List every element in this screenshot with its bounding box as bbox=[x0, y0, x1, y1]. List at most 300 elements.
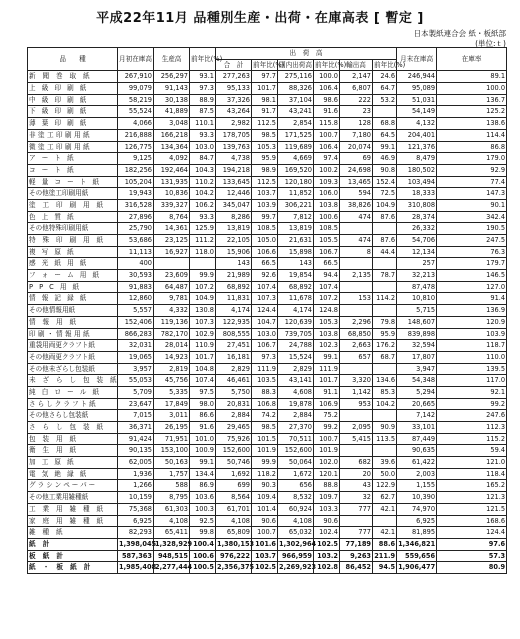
row-value: 124.4 bbox=[437, 527, 507, 539]
row-value: 46.9 bbox=[373, 153, 397, 165]
row-value: 15,524 bbox=[278, 351, 314, 363]
row-value: 99.8 bbox=[190, 527, 216, 539]
row-value: 125.2 bbox=[437, 106, 507, 118]
row-value: 120,180 bbox=[278, 176, 314, 188]
row-value: 115.2 bbox=[437, 433, 507, 445]
row-value: 148,607 bbox=[397, 316, 437, 328]
row-label: その他特殊印刷用紙 bbox=[28, 223, 118, 235]
row-value: 342.4 bbox=[437, 211, 507, 223]
row-value: 176.2 bbox=[373, 340, 397, 352]
row-value: 2,884 bbox=[278, 410, 314, 422]
row-value: 112.5 bbox=[252, 118, 278, 130]
row-value: 2,147 bbox=[340, 71, 373, 83]
row-value: 13,819 bbox=[278, 223, 314, 235]
table-row bbox=[28, 550, 507, 562]
row-value: 474 bbox=[340, 235, 373, 247]
table-row bbox=[28, 398, 507, 410]
row-value: 2,296 bbox=[340, 316, 373, 328]
row-value: 19,854 bbox=[278, 270, 314, 282]
row-value: 101.7 bbox=[314, 375, 340, 387]
row-value: 30,138 bbox=[154, 94, 190, 106]
row-value: 190.5 bbox=[437, 223, 507, 235]
row-value: 247.5 bbox=[437, 235, 507, 247]
row-value: 19,878 bbox=[278, 398, 314, 410]
row-value: 99.1 bbox=[373, 141, 397, 153]
row-value: 2,095 bbox=[340, 422, 373, 434]
row-value: 1,906,477 bbox=[397, 562, 437, 574]
row-value bbox=[373, 281, 397, 293]
row-value: 120,639 bbox=[278, 316, 314, 328]
table-row bbox=[28, 106, 507, 118]
table-row bbox=[28, 422, 507, 434]
row-value: 4,608 bbox=[278, 386, 314, 398]
row-value: 86.8 bbox=[437, 141, 507, 153]
row-value: 104.9 bbox=[190, 293, 216, 305]
row-value: 5,709 bbox=[118, 386, 154, 398]
row-value: 76.3 bbox=[437, 246, 507, 258]
row-value: 100.2 bbox=[314, 164, 340, 176]
row-value: 64.5 bbox=[373, 129, 397, 141]
row-value: 110.9 bbox=[190, 340, 216, 352]
table-row bbox=[28, 118, 507, 130]
row-value: 99.7 bbox=[252, 211, 278, 223]
row-value: 16,181 bbox=[216, 351, 252, 363]
row-value: 179.0 bbox=[437, 153, 507, 165]
row-value: 90.8 bbox=[373, 164, 397, 176]
row-value: 20,831 bbox=[216, 398, 252, 410]
row-label: その他未ざらし包装紙 bbox=[28, 363, 118, 375]
row-value: 102.0 bbox=[314, 457, 340, 469]
row-value: 53,686 bbox=[118, 235, 154, 247]
col-header-shipments: 出 荷 高 bbox=[216, 48, 397, 60]
row-value: 98.5 bbox=[252, 129, 278, 141]
row-value: 101.5 bbox=[252, 433, 278, 445]
row-value: 90,635 bbox=[397, 445, 437, 457]
row-value: 1,398,045 bbox=[118, 538, 154, 550]
row-value: 8,286 bbox=[216, 211, 252, 223]
row-value: 43,264 bbox=[216, 106, 252, 118]
row-value: 94.4 bbox=[314, 270, 340, 282]
row-value: 50.0 bbox=[373, 468, 397, 480]
row-value: 153,100 bbox=[154, 445, 190, 457]
row-value: 131,935 bbox=[154, 176, 190, 188]
row-value: 6,925 bbox=[397, 515, 437, 527]
row-value: 39.6 bbox=[373, 457, 397, 469]
row-value bbox=[154, 258, 190, 270]
row-value: 1,266 bbox=[118, 480, 154, 492]
row-value: 100.7 bbox=[252, 527, 278, 539]
row-value: 43,141 bbox=[278, 375, 314, 387]
row-value: 104.9 bbox=[373, 199, 397, 211]
row-value: 60,924 bbox=[278, 503, 314, 515]
row-value: 100.4 bbox=[190, 538, 216, 550]
table-row bbox=[28, 281, 507, 293]
row-value: 400 bbox=[118, 258, 154, 270]
row-value: 26,332 bbox=[397, 223, 437, 235]
row-value: 128 bbox=[340, 118, 373, 130]
row-value: 12,134 bbox=[397, 246, 437, 258]
row-value: 102.9 bbox=[190, 328, 216, 340]
col-header-item: 品 種 bbox=[28, 48, 118, 71]
row-value: 103.0 bbox=[252, 328, 278, 340]
row-label: 電 気 絶 縁 紙 bbox=[28, 468, 118, 480]
row-value: 24.6 bbox=[373, 71, 397, 83]
row-value: 739,705 bbox=[278, 328, 314, 340]
row-value: 106.4 bbox=[314, 141, 340, 153]
row-value: 117.0 bbox=[437, 375, 507, 387]
row-label: 純 白 ロ ー ル 紙 bbox=[28, 386, 118, 398]
row-value: 93.3 bbox=[190, 211, 216, 223]
row-value: 2,003 bbox=[397, 468, 437, 480]
table-body bbox=[28, 71, 507, 574]
row-value: 216,888 bbox=[118, 129, 154, 141]
row-value: 98.5 bbox=[252, 422, 278, 434]
row-label: 塗 工 印 刷 用 紙 bbox=[28, 199, 118, 211]
row-value: 2,356,375 bbox=[216, 562, 252, 574]
row-value: 588 bbox=[154, 480, 190, 492]
row-value: 51,031 bbox=[397, 94, 437, 106]
row-value: 9,125 bbox=[118, 153, 154, 165]
row-value: 4,669 bbox=[278, 153, 314, 165]
row-value: 104.8 bbox=[190, 363, 216, 375]
row-value: 32,594 bbox=[397, 340, 437, 352]
row-value: 99.1 bbox=[190, 457, 216, 469]
row-value: 21,989 bbox=[216, 270, 252, 282]
row-value: 559,656 bbox=[397, 550, 437, 562]
row-value: 4,738 bbox=[216, 153, 252, 165]
row-label: 板 紙 計 bbox=[28, 550, 118, 562]
row-value: 153 bbox=[340, 293, 373, 305]
row-label: 紙 ・ 板 紙 計 bbox=[28, 562, 118, 574]
row-value: 92.5 bbox=[190, 515, 216, 527]
row-value: 97.6 bbox=[437, 538, 507, 550]
row-value: 84.7 bbox=[190, 153, 216, 165]
row-value: 110.0 bbox=[437, 351, 507, 363]
row-value: 62,005 bbox=[118, 457, 154, 469]
row-value: 122,935 bbox=[216, 316, 252, 328]
row-value: 104.2 bbox=[190, 188, 216, 200]
row-value: 100.9 bbox=[190, 445, 216, 457]
row-value: 310,808 bbox=[397, 199, 437, 211]
row-value: 5,335 bbox=[154, 386, 190, 398]
row-value: 1,672 bbox=[278, 468, 314, 480]
row-value: 152,600 bbox=[216, 445, 252, 457]
row-value: 75.2 bbox=[314, 410, 340, 422]
row-value: 112.3 bbox=[437, 422, 507, 434]
row-value: 866,283 bbox=[118, 328, 154, 340]
row-value: 1,936 bbox=[118, 468, 154, 480]
row-value: 102.8 bbox=[314, 562, 340, 574]
row-label: 情 報 記 録 紙 bbox=[28, 293, 118, 305]
row-value: 98.1 bbox=[252, 94, 278, 106]
row-value: 2,277,444 bbox=[154, 562, 190, 574]
table-row bbox=[28, 433, 507, 445]
row-value: 90.6 bbox=[314, 515, 340, 527]
row-value: 32 bbox=[340, 492, 373, 504]
row-value: 100.0 bbox=[437, 83, 507, 95]
row-value: 68,892 bbox=[278, 281, 314, 293]
row-value: 9,263 bbox=[340, 550, 373, 562]
row-value: 98.0 bbox=[190, 398, 216, 410]
row-value: 85.3 bbox=[373, 386, 397, 398]
row-value: 109.3 bbox=[314, 176, 340, 188]
row-value: 107.3 bbox=[252, 293, 278, 305]
row-value: 4,174 bbox=[216, 305, 252, 317]
table-row bbox=[28, 386, 507, 398]
row-value: 86,452 bbox=[340, 562, 373, 574]
row-value: 50,163 bbox=[154, 457, 190, 469]
row-value: 55,053 bbox=[118, 375, 154, 387]
row-value: 88.8 bbox=[314, 480, 340, 492]
row-value: 86.9 bbox=[190, 480, 216, 492]
row-value: 45,756 bbox=[154, 375, 190, 387]
table-row bbox=[28, 153, 507, 165]
row-value: 32,213 bbox=[397, 270, 437, 282]
row-value: 112.5 bbox=[252, 176, 278, 188]
row-value: 89.1 bbox=[437, 71, 507, 83]
table-row bbox=[28, 305, 507, 317]
row-value: 100.6 bbox=[190, 550, 216, 562]
row-value: 91.4 bbox=[437, 293, 507, 305]
row-value: 119,689 bbox=[278, 141, 314, 153]
row-value: 98.6 bbox=[314, 94, 340, 106]
row-value: 28,014 bbox=[154, 340, 190, 352]
row-value: 134.6 bbox=[373, 375, 397, 387]
row-value: 92.6 bbox=[252, 270, 278, 282]
row-value: 953 bbox=[340, 398, 373, 410]
row-value: 92.1 bbox=[437, 386, 507, 398]
row-value: 777 bbox=[340, 503, 373, 515]
row-value: 121,376 bbox=[397, 141, 437, 153]
row-value: 166,218 bbox=[154, 129, 190, 141]
table-row bbox=[28, 246, 507, 258]
row-value: 2,829 bbox=[216, 363, 252, 375]
row-value: 8,764 bbox=[154, 211, 190, 223]
row-value: 37,104 bbox=[278, 94, 314, 106]
row-value: 95.9 bbox=[252, 153, 278, 165]
row-value: 91,883 bbox=[118, 281, 154, 293]
row-label: 下 級 印 刷 紙 bbox=[28, 106, 118, 118]
row-value: 107.4 bbox=[314, 281, 340, 293]
col-header-closing-stock: 月末在庫高 bbox=[397, 48, 437, 71]
row-value: 130.8 bbox=[190, 305, 216, 317]
table-row bbox=[28, 480, 507, 492]
row-value: 474 bbox=[340, 211, 373, 223]
table-row bbox=[28, 94, 507, 106]
row-value: 2,269,923 bbox=[278, 562, 314, 574]
row-value: 106.4 bbox=[314, 83, 340, 95]
row-value: 90.1 bbox=[437, 199, 507, 211]
row-value: 182,256 bbox=[118, 164, 154, 176]
row-value: 2,135 bbox=[340, 270, 373, 282]
row-value: 8,479 bbox=[397, 153, 437, 165]
row-value: 105.5 bbox=[314, 235, 340, 247]
row-value: 99.9 bbox=[190, 270, 216, 282]
row-value: 12,446 bbox=[216, 188, 252, 200]
row-value: 65,411 bbox=[154, 527, 190, 539]
row-value bbox=[340, 281, 373, 293]
row-value: 90.3 bbox=[252, 480, 278, 492]
row-value: 4,332 bbox=[154, 305, 190, 317]
row-value: 169,520 bbox=[278, 164, 314, 176]
row-label: 感 光 紙 用 紙 bbox=[28, 258, 118, 270]
row-value: 121.0 bbox=[437, 457, 507, 469]
row-value: 100.6 bbox=[314, 211, 340, 223]
row-value: 134,364 bbox=[154, 141, 190, 153]
row-value: 105.0 bbox=[252, 235, 278, 247]
row-value: 95,089 bbox=[397, 83, 437, 95]
row-value: 54,348 bbox=[397, 375, 437, 387]
row-value: 21,631 bbox=[278, 235, 314, 247]
row-value: 247.6 bbox=[437, 410, 507, 422]
row-value: 78.7 bbox=[373, 270, 397, 282]
row-value: 4,108 bbox=[216, 515, 252, 527]
row-value: 114.2 bbox=[373, 293, 397, 305]
row-value: 8 bbox=[340, 246, 373, 258]
row-value: 100.5 bbox=[190, 562, 216, 574]
row-value: 256,297 bbox=[154, 71, 190, 83]
row-value: 103.8 bbox=[314, 328, 340, 340]
row-label: 家 庭 用 雑 種 紙 bbox=[28, 515, 118, 527]
row-label: 複 写 原 紙 bbox=[28, 246, 118, 258]
table-row bbox=[28, 515, 507, 527]
row-value: 26,195 bbox=[154, 422, 190, 434]
row-label: 衛 生 用 紙 bbox=[28, 445, 118, 457]
row-value: 11,831 bbox=[216, 293, 252, 305]
row-value: 5,750 bbox=[216, 386, 252, 398]
row-value: 3,048 bbox=[154, 118, 190, 130]
row-value: 2,829 bbox=[278, 363, 314, 375]
row-value: 165.2 bbox=[437, 480, 507, 492]
row-value: 61,422 bbox=[397, 457, 437, 469]
row-value: 7,180 bbox=[340, 129, 373, 141]
row-value bbox=[340, 223, 373, 235]
row-label: さ ら し 包 装 紙 bbox=[28, 422, 118, 434]
row-value: 53.2 bbox=[373, 94, 397, 106]
row-value: 109.4 bbox=[252, 492, 278, 504]
table-row bbox=[28, 270, 507, 282]
row-value: 68,892 bbox=[216, 281, 252, 293]
row-value: 118.0 bbox=[190, 246, 216, 258]
row-value: 98.9 bbox=[252, 164, 278, 176]
row-value: 97.7 bbox=[252, 71, 278, 83]
row-value: 17,807 bbox=[397, 351, 437, 363]
row-value: 28,374 bbox=[397, 211, 437, 223]
row-value: 107.4 bbox=[190, 375, 216, 387]
row-value: 88,326 bbox=[278, 83, 314, 95]
row-value: 20 bbox=[340, 468, 373, 480]
row-value: 95,133 bbox=[216, 83, 252, 95]
col-header-yoy: 前年比(%) bbox=[190, 48, 216, 71]
row-value: 68.8 bbox=[373, 118, 397, 130]
row-value: 1,380,153 bbox=[216, 538, 252, 550]
table-row bbox=[28, 457, 507, 469]
row-value: 10,390 bbox=[397, 492, 437, 504]
row-label: 微塗工印刷用紙 bbox=[28, 141, 118, 153]
row-value: 27,451 bbox=[216, 340, 252, 352]
row-value: 103.5 bbox=[252, 375, 278, 387]
row-value: 1,328,929 bbox=[154, 538, 190, 550]
row-value: 72.5 bbox=[373, 188, 397, 200]
row-value: 204,401 bbox=[397, 129, 437, 141]
row-value: 90.9 bbox=[373, 422, 397, 434]
row-value: 5,557 bbox=[118, 305, 154, 317]
row-value: 42.1 bbox=[373, 503, 397, 515]
row-value: 777 bbox=[340, 527, 373, 539]
table-row bbox=[28, 141, 507, 153]
row-value: 180,502 bbox=[397, 164, 437, 176]
row-value: 656 bbox=[278, 480, 314, 492]
row-value: 81,895 bbox=[397, 527, 437, 539]
row-value: 102.5 bbox=[252, 562, 278, 574]
row-value: 7,142 bbox=[397, 410, 437, 422]
row-value: 75,926 bbox=[216, 433, 252, 445]
row-value: 10,810 bbox=[397, 293, 437, 305]
row-value: 120.1 bbox=[314, 468, 340, 480]
row-value: 23 bbox=[340, 106, 373, 118]
row-value: 92.9 bbox=[437, 164, 507, 176]
table-row bbox=[28, 188, 507, 200]
table-row bbox=[28, 211, 507, 223]
row-value bbox=[340, 410, 373, 422]
row-value: 2,982 bbox=[216, 118, 252, 130]
row-value: 171,525 bbox=[278, 129, 314, 141]
row-value: 103.9 bbox=[252, 199, 278, 211]
row-value: 91,143 bbox=[154, 83, 190, 95]
row-value: 782,170 bbox=[154, 328, 190, 340]
row-value: 3,320 bbox=[340, 375, 373, 387]
row-label: グラシンペーパー bbox=[28, 480, 118, 492]
row-value: 152.4 bbox=[373, 176, 397, 188]
row-value: 68.7 bbox=[373, 351, 397, 363]
row-value: 111.9 bbox=[314, 363, 340, 375]
row-value: 100.0 bbox=[314, 71, 340, 83]
row-value: 316,528 bbox=[118, 199, 154, 211]
row-value: 2,819 bbox=[154, 363, 190, 375]
row-label: 雑 種 紙 bbox=[28, 527, 118, 539]
row-value: 71,951 bbox=[154, 433, 190, 445]
table-row bbox=[28, 492, 507, 504]
row-value: 3,947 bbox=[397, 363, 437, 375]
row-label: その他さらし包装紙 bbox=[28, 410, 118, 422]
table-row bbox=[28, 340, 507, 352]
row-value: 9,781 bbox=[154, 293, 190, 305]
row-value: 105,204 bbox=[118, 176, 154, 188]
row-value: 246,944 bbox=[397, 71, 437, 83]
row-label: さらしクラフト紙 bbox=[28, 398, 118, 410]
row-value: 103,494 bbox=[397, 176, 437, 188]
row-value: 62.7 bbox=[373, 492, 397, 504]
row-label: 軽 量 コ ー ト 紙 bbox=[28, 176, 118, 188]
row-value: 99.2 bbox=[437, 398, 507, 410]
row-value: 113.5 bbox=[373, 433, 397, 445]
row-value: 103.9 bbox=[437, 328, 507, 340]
table-row bbox=[28, 164, 507, 176]
row-value bbox=[340, 258, 373, 270]
row-value: 87,449 bbox=[397, 433, 437, 445]
row-label: コ ー ト 紙 bbox=[28, 164, 118, 176]
row-value: 99.9 bbox=[252, 457, 278, 469]
row-value: 136.7 bbox=[437, 94, 507, 106]
row-value: 107.4 bbox=[252, 281, 278, 293]
row-value bbox=[373, 410, 397, 422]
row-value: 108.5 bbox=[314, 223, 340, 235]
row-value: 111.2 bbox=[190, 235, 216, 247]
row-value: 91.6 bbox=[314, 106, 340, 118]
row-value: 57.3 bbox=[437, 550, 507, 562]
row-value: 682 bbox=[340, 457, 373, 469]
row-value: 267,910 bbox=[118, 71, 154, 83]
